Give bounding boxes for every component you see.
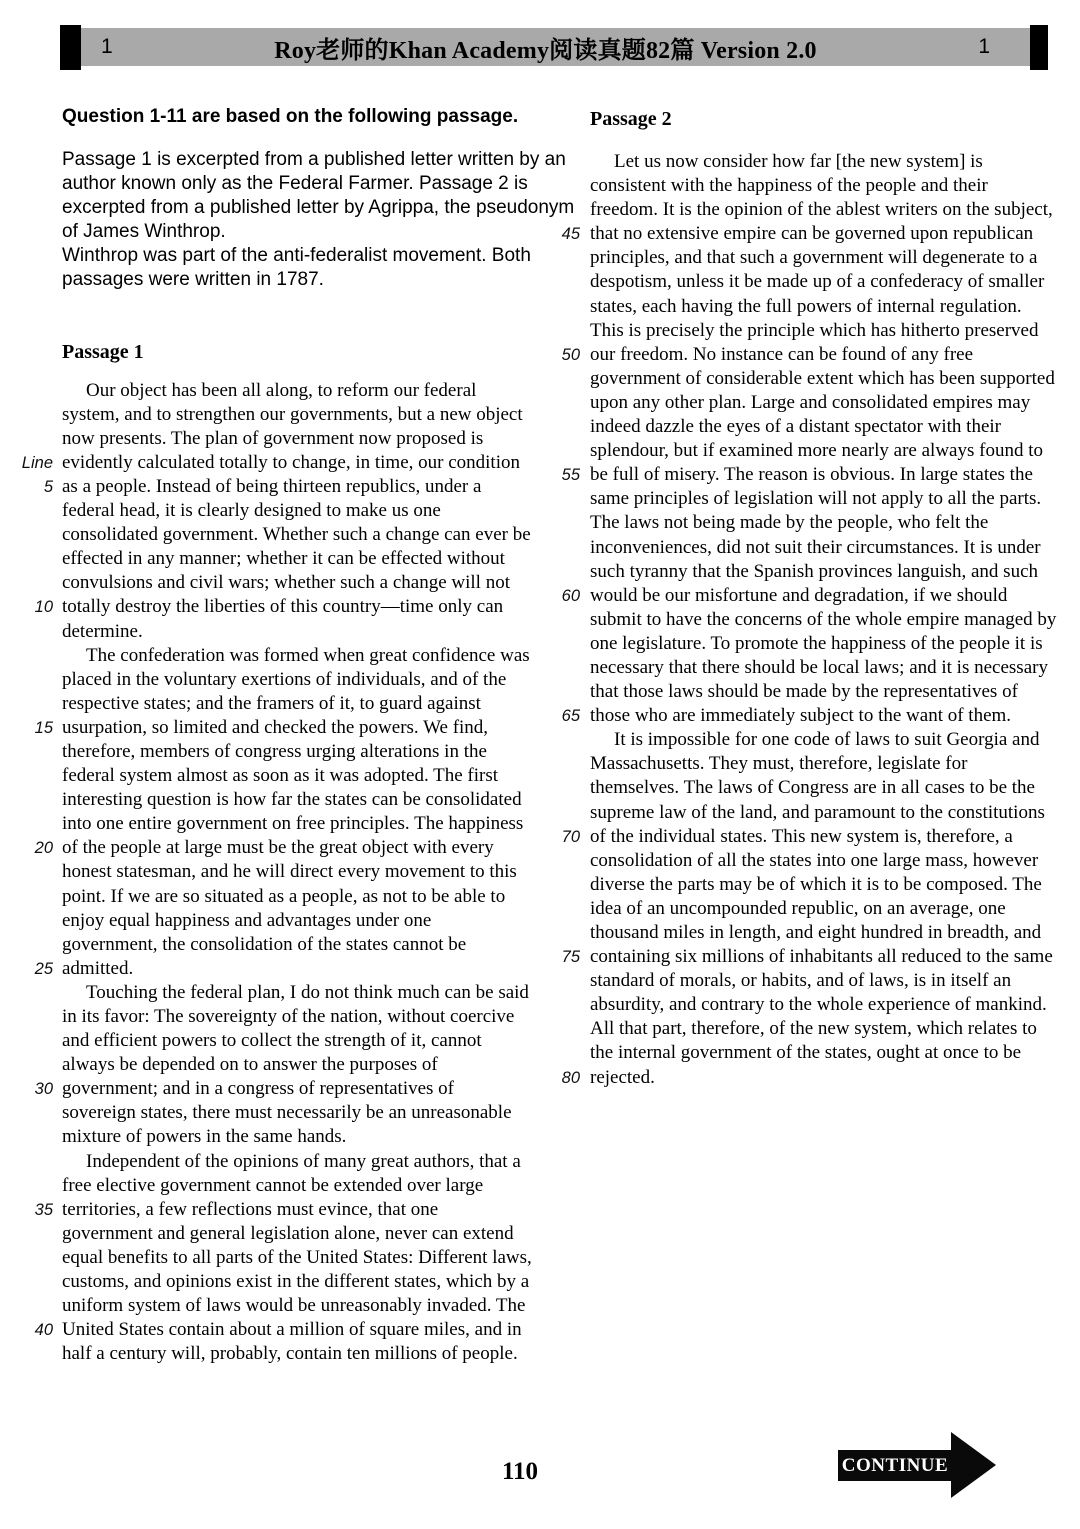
text-line: standard of morals, or habits, and of laws, is in itself an (590, 970, 1012, 992)
passage-line (554, 1017, 1076, 1041)
two-column-text-area (0, 104, 1080, 1366)
line-number (554, 246, 590, 270)
text-line: that those laws should be made by the representatives of (590, 681, 1018, 703)
line-number (8, 403, 62, 427)
text-line: effected in any manner; whether it can be effected without (62, 548, 505, 570)
passage-line (554, 560, 1076, 584)
text-line: necessary that there should be local laws; and it is necessary (590, 656, 1048, 678)
text-line: supreme law of the land, and paramount to the constitutions (590, 801, 1045, 823)
text-line: into one entire government on free principles. The happiness (62, 813, 524, 835)
line-number (554, 801, 590, 825)
line-number: 80 (561, 1068, 580, 1087)
passage-line (554, 174, 1076, 198)
line-number (8, 788, 62, 812)
text-line: Independent of the opinions of many great authors, that a (86, 1150, 521, 1172)
line-number (554, 439, 590, 463)
passage-line (554, 367, 1076, 391)
passage-line (8, 1222, 554, 1246)
continue-arrow-icon (951, 1432, 996, 1498)
text-line: absurdity, and contrary to the whole experience of mankind. (590, 994, 1047, 1016)
passage-line (8, 909, 554, 933)
intro-line (62, 196, 575, 220)
passage-line (554, 704, 1076, 728)
text-line: despotism, unless it be made up of a confederacy of smaller (590, 271, 1045, 293)
line-number (8, 668, 62, 692)
line-number (8, 620, 62, 644)
text-line: therefore, members of congress urging alterations in the (62, 740, 487, 762)
passage-line (554, 295, 1076, 319)
text-line: indeed dazzle the eyes of a distant spectator with their (590, 416, 1001, 438)
text-line: government and general legislation alone, never can extend (62, 1222, 514, 1244)
line-number (554, 969, 590, 993)
text-line: territories, a few reflections must evince, that one (62, 1198, 439, 1220)
line-number (554, 174, 590, 198)
text-line: Winthrop was part of the anti-federalist movement. Both (62, 245, 531, 267)
line-number: 25 (34, 959, 53, 978)
passage-line (554, 222, 1076, 246)
line-number: 50 (561, 345, 580, 364)
passage-line (8, 957, 554, 981)
passage-line (8, 1246, 554, 1270)
line-number (554, 1041, 590, 1065)
line-number (8, 523, 62, 547)
intro-line (62, 172, 554, 196)
header-right-black-block (1030, 25, 1048, 70)
passage-line (554, 801, 1076, 825)
line-number (554, 849, 590, 873)
text-line: always be depended on to answer the purposes of (62, 1054, 438, 1076)
text-line: thousand miles in length, and eight hundred in breadth, and (590, 922, 1042, 943)
passage-line (8, 1318, 554, 1342)
passage1-body (8, 379, 554, 1367)
line-number (8, 1053, 62, 1077)
line-number (554, 873, 590, 897)
line-number (8, 379, 62, 403)
line-number: 60 (561, 586, 580, 605)
text-line: states, each having the full powers of internal regulation. (590, 295, 1022, 317)
text-line: in its favor: The sovereignty of the nation, without coercive (62, 1006, 515, 1027)
continue-label: CONTINUE (838, 1450, 952, 1481)
line-number (8, 1222, 62, 1246)
text-line: evidently calculated totally to change, in time, our condition (62, 451, 520, 473)
intro-line (62, 268, 554, 292)
passage-line (554, 246, 1076, 270)
passage-line (554, 873, 1076, 897)
passage-line (8, 620, 554, 644)
text-line: now presents. The plan of government now proposed is (62, 427, 484, 449)
passage-line (554, 150, 1076, 174)
passage-line (8, 403, 554, 427)
text-line: same principles of legislation will not apply to all the parts. (590, 488, 1042, 510)
passage-line (554, 728, 1076, 752)
text-line: those who are immediately subject to the want of them. (590, 705, 1012, 727)
line-number: 5 (43, 477, 53, 496)
line-number: 15 (34, 718, 53, 737)
text-line: customs, and opinions exist in the different states, which by a (62, 1271, 530, 1293)
line-number (554, 415, 590, 439)
line-number (8, 860, 62, 884)
line-number (554, 608, 590, 632)
line-number: 70 (561, 827, 580, 846)
passage-line (8, 981, 554, 1005)
passage-line (554, 969, 1076, 993)
intro-line (62, 220, 554, 244)
text-line: placed in the voluntary exertions of individuals, and of the (62, 668, 507, 690)
text-line: Massachusetts. They must, therefore, legislate for (590, 753, 968, 775)
passage-line (8, 1294, 554, 1318)
text-line: interesting question is how far the states can be consolidated (62, 789, 522, 811)
text-line: containing six millions of inhabitants all reduced to the same (590, 946, 1053, 968)
text-line: This is precisely the principle which has hitherto preserved (590, 319, 1039, 341)
text-line: inconveniences, did not suit their circumstances. It is under (590, 536, 1041, 558)
passage-line (8, 499, 554, 523)
passage-line (8, 1198, 554, 1222)
text-line: equal benefits to all parts of the United States: Different laws, (62, 1246, 532, 1268)
text-line: Let us now consider how far [the new system] is (614, 151, 983, 172)
line-number (8, 933, 62, 957)
text-line: federal system almost as soon as it was adopted. The first (62, 765, 499, 787)
intro-line (62, 244, 554, 268)
text-line: Our object has been all along, to reform our federal (86, 379, 477, 401)
text-line: author known only as the Federal Farmer. Passage 2 is (62, 173, 528, 195)
passage-line (554, 752, 1076, 776)
line-number: 20 (34, 839, 53, 858)
text-line: totally destroy the liberties of this country—time only can (62, 596, 504, 618)
text-line: of the individual states. This new system is, therefore, a (590, 825, 1013, 847)
text-line: government of considerable extent which has been supported (590, 367, 1055, 389)
passage-line (8, 933, 554, 957)
passage-line (8, 451, 554, 475)
line-number (554, 680, 590, 704)
text-line: be full of misery. The reason is obvious. In large states the (590, 464, 1033, 486)
text-line: of James Winthrop. (62, 221, 226, 243)
text-line: respective states; and the framers of it, to guard against (62, 692, 481, 714)
text-line: diverse the parts may be of which it is to be composed. The (590, 873, 1042, 895)
question-range-heading: Question 1-11 are based on the following passage. (62, 106, 519, 127)
text-line: determine. (62, 620, 143, 642)
text-line: consolidated government. Whether such a change can ever be (62, 524, 531, 546)
passage-line (554, 608, 1076, 632)
line-number (554, 560, 590, 584)
line-number (8, 981, 62, 1005)
passage-line (554, 849, 1076, 873)
passage-line (8, 1053, 554, 1077)
line-number (554, 897, 590, 921)
passage-line (8, 692, 554, 716)
text-line: would be our misfortune and degradation, if we should (590, 584, 1008, 606)
passage-line (554, 825, 1076, 849)
passage-line (554, 198, 1076, 222)
text-line: our freedom. No instance can be found of any free (590, 343, 974, 365)
line-number: 75 (561, 948, 580, 967)
passage-line (8, 571, 554, 595)
line-number (8, 1125, 62, 1149)
passage-line (8, 1125, 554, 1149)
passage-line (8, 475, 554, 499)
line-number (554, 921, 590, 945)
line-number (554, 367, 590, 391)
passage-line (8, 1342, 554, 1366)
passage-line (554, 945, 1076, 969)
line-number (8, 644, 62, 668)
line-number (8, 1174, 62, 1198)
text-line: the internal government of the states, ought at once to be (590, 1042, 1022, 1064)
right-column (554, 104, 1076, 1090)
text-line: All that part, therefore, of the new system, which relates to (590, 1018, 1037, 1040)
text-line: government; and in a congress of representatives of (62, 1078, 455, 1100)
line-number (8, 740, 62, 764)
passage-line (554, 487, 1076, 511)
line-number: 40 (34, 1321, 53, 1340)
passage-line (554, 270, 1076, 294)
line-number (8, 1294, 62, 1318)
passage-line (554, 439, 1076, 463)
passage-line (554, 993, 1076, 1017)
header-section-number-left: 1 (101, 35, 113, 58)
line-number (554, 511, 590, 535)
passage-line (554, 511, 1076, 535)
text-line: consistent with the happiness of the people and their (590, 175, 988, 197)
text-line: The confederation was formed when great confidence was (86, 644, 530, 666)
passage-line (554, 415, 1076, 439)
line-number: 30 (34, 1080, 53, 1099)
passage-line (8, 1174, 554, 1198)
page-number: 110 (501, 1458, 539, 1485)
passage-line (554, 343, 1076, 367)
text-line: half a century will, probably, contain ten millions of people. (62, 1343, 518, 1365)
passage-line (8, 644, 554, 668)
passage-line (8, 836, 554, 860)
passage-line (8, 1077, 554, 1101)
line-number (8, 547, 62, 571)
line-number (8, 1342, 62, 1366)
line-number (554, 752, 590, 776)
line-number: 35 (34, 1200, 53, 1219)
continue-button[interactable] (838, 1450, 952, 1481)
line-number: 65 (561, 707, 580, 726)
line-number (8, 909, 62, 933)
line-number (554, 536, 590, 560)
passage-line (554, 584, 1076, 608)
text-line: Touching the federal plan, I do not think much can be said (86, 981, 529, 1003)
passage-line (8, 1005, 554, 1029)
passage-line (8, 1029, 554, 1053)
passage-line (554, 319, 1076, 343)
text-line: splendour, but if examined more nearly are always found to (590, 440, 1043, 462)
passage-line (554, 536, 1076, 560)
text-line: and efficient powers to collect the strength of it, cannot (62, 1030, 482, 1052)
line-number (554, 632, 590, 656)
line-number (8, 1005, 62, 1029)
line-number (8, 499, 62, 523)
passage-line (8, 788, 554, 812)
intro-line (62, 148, 566, 172)
header-left-black-block (60, 25, 81, 70)
text-line: rejected. (590, 1066, 655, 1088)
passage-line (8, 716, 554, 740)
passage-line (8, 547, 554, 571)
line-number (554, 270, 590, 294)
text-line: enjoy equal happiness and advantages under one (62, 909, 432, 931)
passage-line (8, 860, 554, 884)
text-line: that no extensive empire can be governed upon republican (590, 223, 1034, 245)
passage-line (554, 656, 1076, 680)
passage2-body (554, 150, 1076, 1090)
header-section-number-right: 1 (978, 35, 990, 58)
line-number (8, 885, 62, 909)
passage-line (8, 668, 554, 692)
passage-line (8, 1270, 554, 1294)
text-line: freedom. It is the opinion of the ablest writers on the subject, (590, 199, 1053, 221)
line-number (8, 427, 62, 451)
text-line: government, the consolidation of the states cannot be (62, 933, 467, 955)
line-number (554, 487, 590, 511)
line-number (8, 764, 62, 788)
passage-line (8, 740, 554, 764)
line-number: Line (21, 453, 53, 472)
text-line: such tyranny that the Spanish provinces languish, and such (590, 560, 1039, 582)
line-number (8, 1270, 62, 1294)
text-line: principles, and that such a government will degenerate to a (590, 247, 1038, 269)
line-number (554, 776, 590, 800)
text-line: convulsions and civil wars; whether such a change will not (62, 572, 510, 594)
passage-line (554, 897, 1076, 921)
line-number (554, 150, 590, 174)
passage2-heading: Passage 2 (590, 108, 672, 130)
text-line: excerpted from a published letter by Agrippa, the pseudonym (62, 197, 575, 219)
text-line: passages were written in 1787. (62, 269, 324, 291)
text-line: honest statesman, and he will direct every movement to this (62, 861, 517, 883)
text-line: It is impossible for one code of laws to suit Georgia and (614, 729, 1040, 751)
passage-line (554, 776, 1076, 800)
passage-line (8, 812, 554, 836)
passage-line (8, 1101, 554, 1125)
line-number (8, 1029, 62, 1053)
passage1-heading: Passage 1 (62, 340, 144, 363)
header-title: Roy老师的Khan Academy阅读真题82篇 Version 2.0 (274, 37, 817, 64)
text-line: upon any other plan. Large and consolidated empires may (590, 391, 1031, 413)
text-line: sovereign states, there must necessarily be an unreasonable (62, 1102, 512, 1124)
passage-line (554, 1041, 1076, 1065)
line-number: 55 (561, 466, 580, 485)
line-number (554, 198, 590, 222)
text-line: consolidation of all the states into one large mass, however (590, 849, 1039, 871)
text-line: themselves. The laws of Congress are in all cases to be the (590, 777, 1035, 799)
passage-line (554, 921, 1076, 945)
line-number (554, 295, 590, 319)
text-line: Passage 1 is excerpted from a published letter written by an (62, 149, 566, 170)
text-line: point. If we are so situated as a people, as not to be able to (62, 885, 506, 907)
line-number (8, 1101, 62, 1125)
text-line: mixture of powers in the same hands. (62, 1126, 347, 1148)
line-number: 45 (561, 225, 580, 244)
text-line: system, and to strengthen our governments, but a new object (62, 403, 523, 425)
passage-line (8, 764, 554, 788)
header-gray-band (81, 28, 1030, 66)
line-number (8, 812, 62, 836)
passage-line (8, 523, 554, 547)
text-line: uniform system of laws would be unreasonably invaded. The (62, 1295, 526, 1317)
passage-line (8, 427, 554, 451)
passage-line (8, 379, 554, 403)
line-number (554, 993, 590, 1017)
text-line: United States contain about a million of square miles, and in (62, 1319, 522, 1341)
line-number (8, 692, 62, 716)
line-number (8, 1246, 62, 1270)
text-line: The laws not being made by the people, who felt the (590, 512, 989, 534)
text-line: idea of an uncompounded republic, on an average, one (590, 897, 1006, 919)
line-number (554, 656, 590, 680)
page-header (60, 25, 1048, 70)
line-number (554, 1017, 590, 1041)
line-number: 10 (34, 598, 53, 617)
passage-line (554, 463, 1076, 487)
passage-line (554, 391, 1076, 415)
text-line: federal head, it is clearly designed to make us one (62, 500, 441, 522)
line-number (554, 391, 590, 415)
text-line: free elective government cannot be extended over large (62, 1174, 484, 1196)
text-line: usurpation, so limited and checked the powers. We find, (62, 716, 489, 738)
text-line: one legislature. To promote the happiness of the people it is (590, 632, 1043, 654)
passage-line (8, 595, 554, 619)
text-line: admitted. (62, 957, 134, 979)
text-line: of the people at large must be the great object with every (62, 837, 494, 859)
line-number (8, 571, 62, 595)
passage-line (8, 1150, 554, 1174)
text-line: as a people. Instead of being thirteen republics, under a (62, 475, 482, 497)
passage-line (554, 1066, 1076, 1090)
text-line: submit to have the concerns of the whole empire managed by (590, 608, 1057, 630)
passage-line (554, 632, 1076, 656)
passage-line (8, 885, 554, 909)
line-number (554, 728, 590, 752)
line-number (554, 319, 590, 343)
passage-line (554, 680, 1076, 704)
line-number (8, 1150, 62, 1174)
